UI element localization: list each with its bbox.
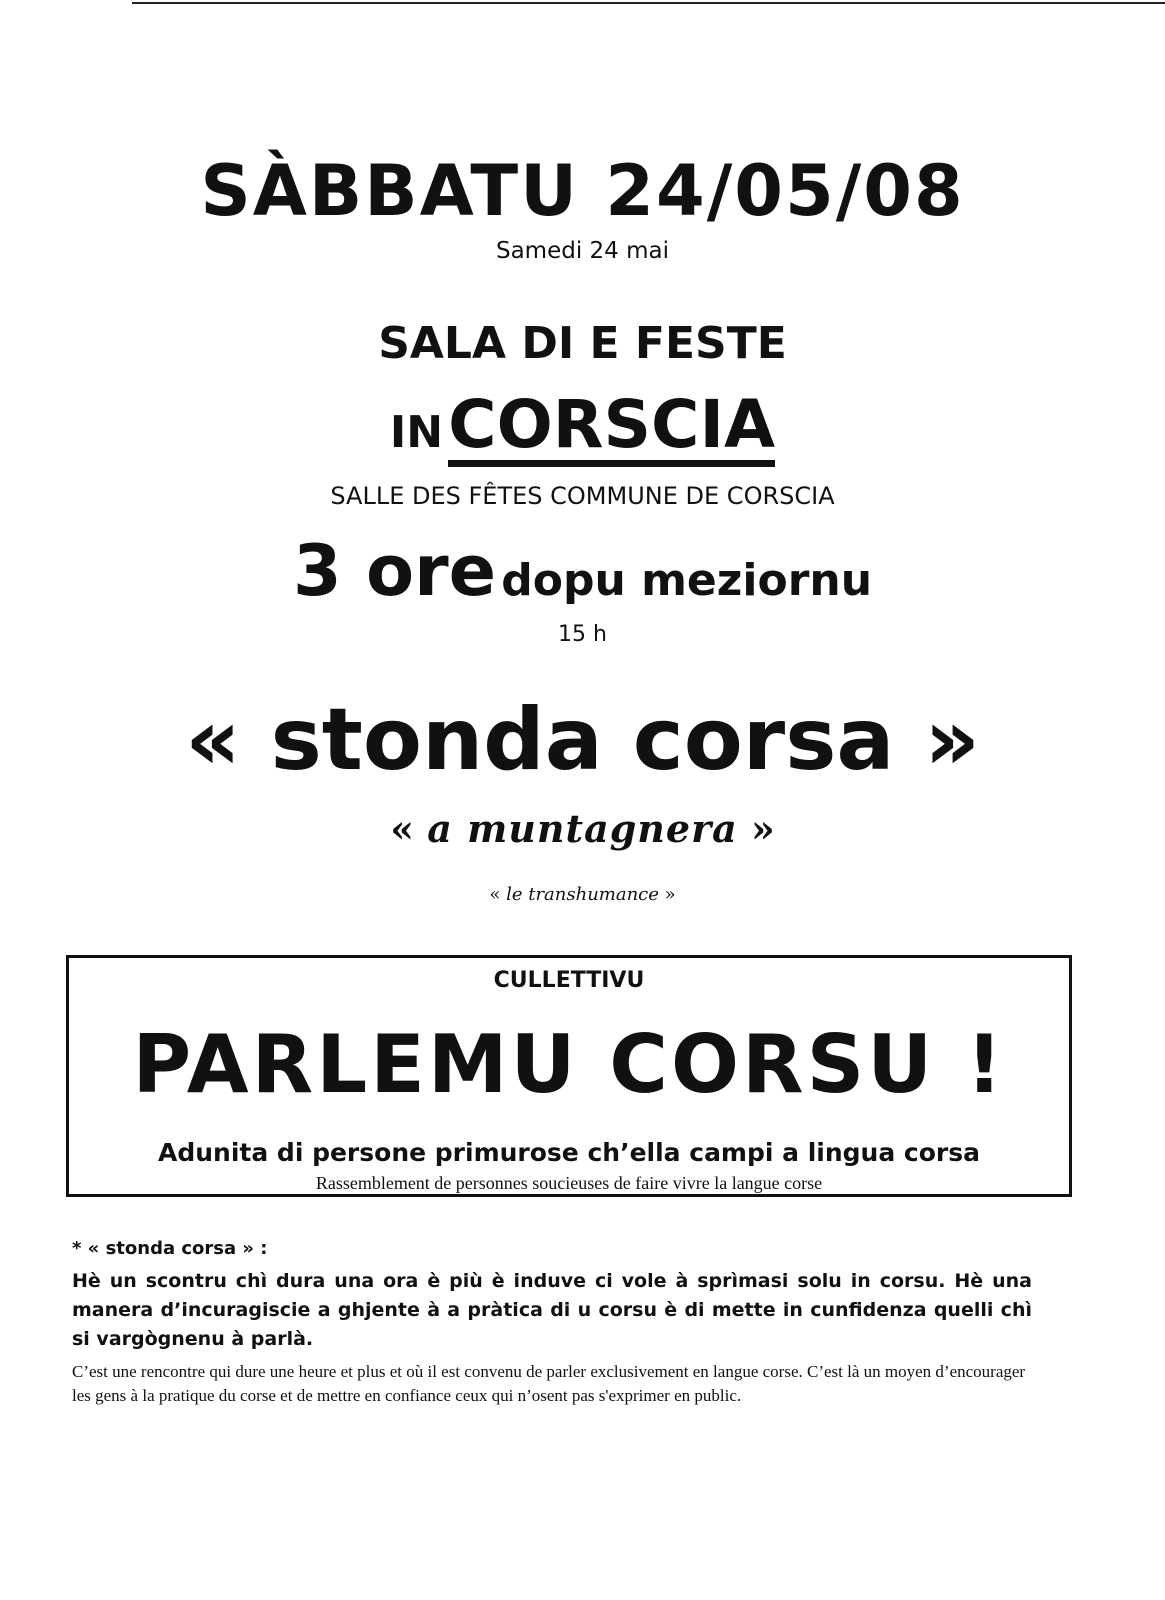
subtitle-fr-text: le transhumance <box>506 884 659 905</box>
event-subtitle-french <box>0 884 1165 905</box>
time-hour: 3 ore <box>292 530 497 612</box>
event-name: « stonda corsa » <box>185 690 980 790</box>
footnote-french: C’est une rencontre qui dure une heure et plus et où il est convenu de parler exclusivement en langue corse. C’est là un moyen d’encourager les gens à la pratique du corse et de mettre en confiance ceux qui n’osent pas s'exprimer en public. <box>72 1362 1026 1405</box>
footnote-heading: * « stonda corsa » : <box>72 1238 268 1259</box>
footnote <box>72 1238 1032 1408</box>
place-prefix: IN <box>389 407 444 458</box>
time-line <box>0 530 1165 612</box>
place-line <box>0 386 1165 467</box>
organizer-box <box>66 955 1072 1197</box>
footnote-corsican: Hè un scontru chì dura una ora è più è induve ci vole à sprìmasi solu in corsu. Hè una manera d’incuragiscie a ghjente à a pràtica di u corsu è di mette in cunfidenza quelli chì si vargògnenu à parlà. <box>72 1270 1032 1350</box>
organizer-description-french: Rassemblement de personnes soucieuses de faire vivre la langue corse <box>315 1173 823 1193</box>
organizer-name: PARLEMU CORSU ! <box>132 1018 1006 1111</box>
subtitle-close-quote: » <box>750 806 775 851</box>
event-date: SÀBBATU 24/05/08 <box>200 150 965 232</box>
organizer-description: Adunita di persone primurose ch’ella campi a lingua corsa <box>157 1138 981 1167</box>
subtitle-fr-close-quote: » <box>664 884 676 905</box>
event-subtitle <box>0 806 1165 851</box>
subtitle-fr-open-quote: « <box>489 884 501 905</box>
place-french: SALLE DES FÊTES COMMUNE DE CORSCIA <box>330 482 835 510</box>
time-period: dopu meziornu <box>501 555 873 606</box>
top-rule <box>132 2 1165 4</box>
subtitle-text: a muntagnera <box>427 806 738 851</box>
place-name: CORSCIA <box>448 392 775 467</box>
venue-title: SALA DI E FESTE <box>378 318 787 369</box>
organizer-label: CULLETTIVU <box>493 968 645 993</box>
time-french: 15 h <box>558 622 607 647</box>
subtitle-open-quote: « <box>390 806 414 851</box>
event-date-french: Samedi 24 mai <box>495 238 670 264</box>
